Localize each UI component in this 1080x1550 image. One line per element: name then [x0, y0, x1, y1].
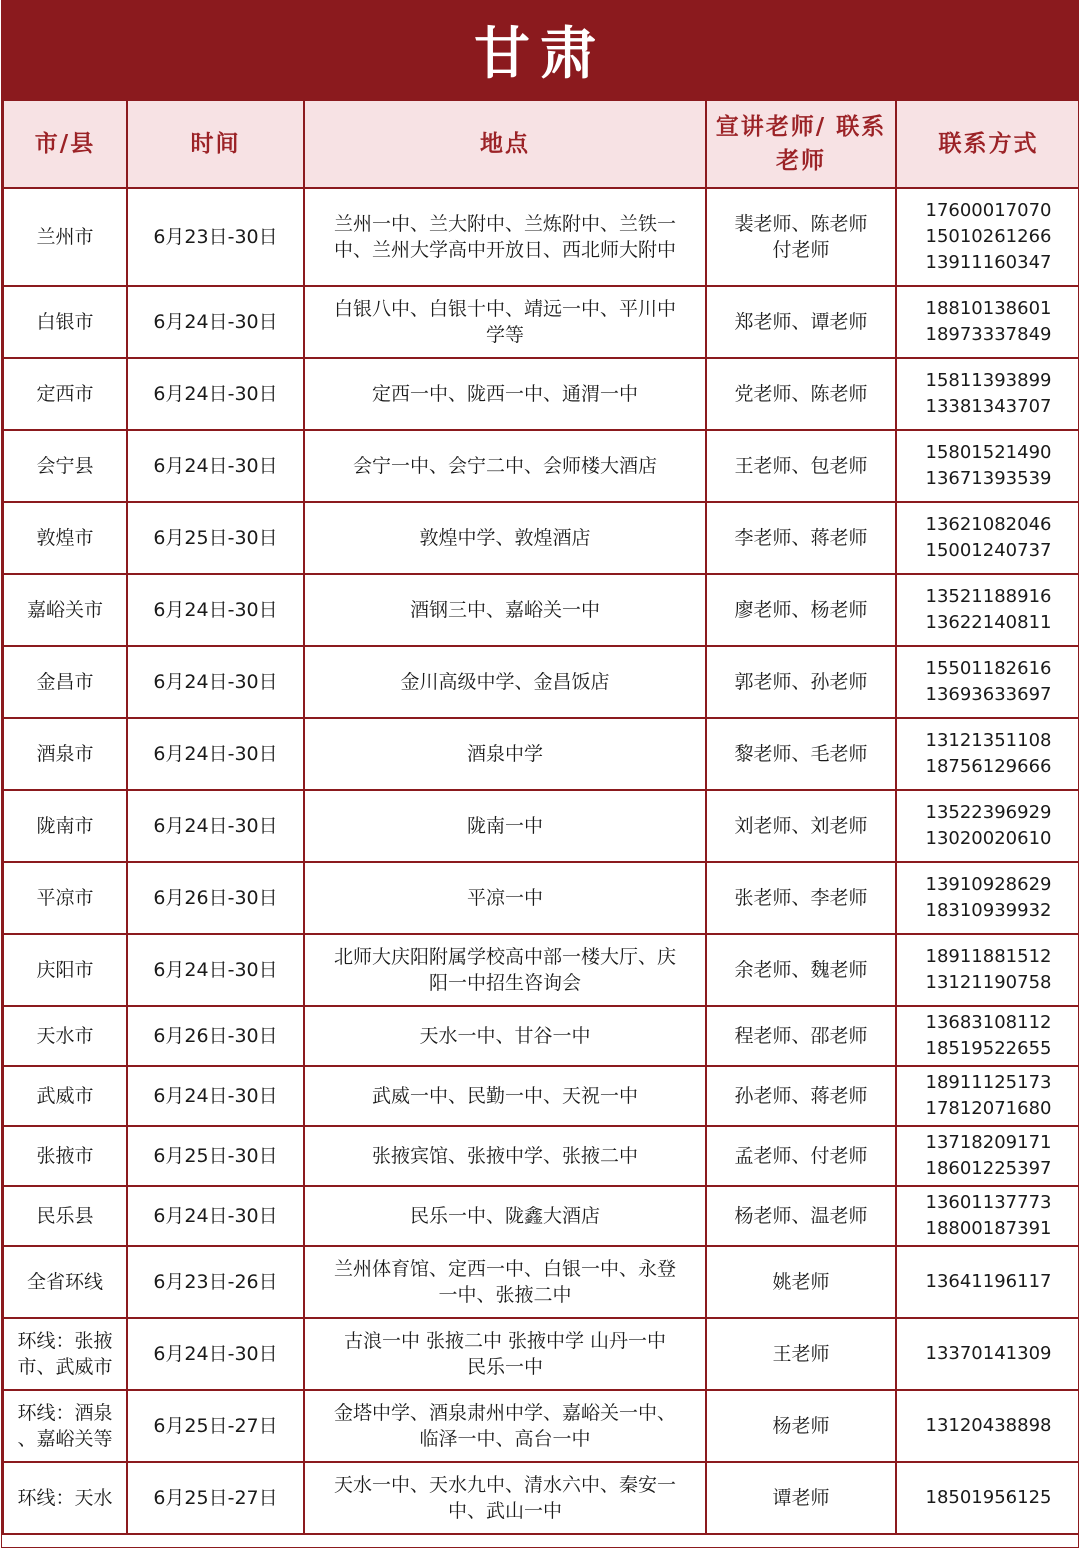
teacher-cell [706, 358, 896, 430]
time-cell: 6月26日-30日 [127, 862, 304, 934]
phone-cell-line: 13522396929 [925, 802, 1052, 823]
time-cell: 6月24日-30日 [127, 934, 304, 1006]
phone-cell [896, 574, 1079, 646]
time-cell: 6月24日-30日 [127, 1318, 304, 1390]
city-cell-line: 市、武威市 [17, 1356, 113, 1378]
title-banner [2, 1, 1078, 99]
table-row [3, 862, 1079, 934]
phone-cell-line: 18601225397 [925, 1158, 1052, 1179]
phone-cell-line: 13641196117 [925, 1271, 1052, 1292]
place-cell [304, 790, 706, 862]
table-row [3, 1318, 1079, 1390]
phone-cell-line: 15501182616 [925, 658, 1052, 679]
place-cell [304, 934, 706, 1006]
place-cell [304, 1462, 706, 1534]
city-cell-line: 民乐县 [36, 1205, 94, 1227]
teacher-cell [706, 1246, 896, 1318]
phone-cell-line: 18519522655 [925, 1038, 1052, 1059]
place-cell [304, 502, 706, 574]
city-cell-line: 嘉峪关市 [26, 599, 103, 621]
place-cell-line: 学等 [485, 324, 524, 346]
teacher-cell-line: 郭老师、孙老师 [734, 671, 868, 693]
teacher-cell-line: 王老师 [772, 1343, 830, 1365]
phone-cell-line: 15811393899 [925, 370, 1052, 391]
phone-cell-line: 18810138601 [925, 298, 1052, 319]
place-cell-line: 酒泉中学 [466, 743, 543, 765]
city-cell [3, 1318, 127, 1390]
place-cell [304, 1066, 706, 1126]
place-cell-line: 兰州一中、兰大附中、兰炼附中、兰铁一 [333, 213, 676, 235]
teacher-cell [706, 1006, 896, 1066]
city-cell [3, 1246, 127, 1318]
place-cell-line: 陇南一中 [466, 815, 543, 837]
teacher-cell [706, 646, 896, 718]
place-cell-line: 酒钢三中、嘉峪关一中 [409, 599, 600, 621]
time-cell: 6月24日-30日 [127, 286, 304, 358]
phone-cell [896, 934, 1079, 1006]
place-cell-line: 中、兰州大学高中开放日、西北师大附中 [333, 239, 676, 261]
teacher-cell-line: 谭老师 [772, 1487, 830, 1509]
teacher-cell [706, 790, 896, 862]
phone-cell [896, 646, 1079, 718]
phone-cell-line: 13121351108 [925, 730, 1052, 751]
phone-cell [896, 1462, 1079, 1534]
city-cell [3, 430, 127, 502]
phone-cell-line: 13601137773 [925, 1192, 1052, 1213]
teacher-cell [706, 1318, 896, 1390]
phone-cell-line: 13693633697 [925, 684, 1052, 705]
table-row [3, 430, 1079, 502]
header-teacher-line2: 联系老师 [776, 114, 887, 174]
table-row [3, 1066, 1079, 1126]
place-cell-line: 天水一中、天水九中、清水六中、秦安一 [333, 1474, 676, 1496]
teacher-cell [706, 1462, 896, 1534]
phone-cell [896, 502, 1079, 574]
teacher-cell [706, 188, 896, 286]
phone-cell-line: 15001240737 [925, 540, 1052, 561]
place-cell [304, 1318, 706, 1390]
table-row [3, 1186, 1079, 1246]
table-row [3, 790, 1079, 862]
place-cell [304, 574, 706, 646]
phone-cell-line: 15010261266 [925, 226, 1052, 247]
teacher-cell-line: 郑老师、谭老师 [734, 311, 868, 333]
time-cell: 6月24日-30日 [127, 574, 304, 646]
table-row [3, 502, 1079, 574]
place-cell-line: 中、武山一中 [447, 1500, 562, 1522]
city-cell-line: 敦煌市 [36, 527, 94, 549]
city-cell-line: 陇南市 [36, 815, 94, 837]
place-cell-line: 一中、张掖二中 [438, 1284, 572, 1306]
teacher-cell-line: 杨老师 [772, 1415, 830, 1437]
place-cell-line: 北师大庆阳附属学校高中部一楼大厅、庆 [333, 946, 676, 968]
phone-cell-line: 18501956125 [925, 1487, 1052, 1508]
place-cell [304, 718, 706, 790]
place-cell-line: 定西一中、陇西一中、通渭一中 [371, 383, 638, 405]
city-cell [3, 1390, 127, 1462]
place-cell [304, 1246, 706, 1318]
phone-cell [896, 862, 1079, 934]
phone-cell-line: 13120438898 [925, 1415, 1052, 1436]
teacher-cell-line: 党老师、陈老师 [734, 383, 868, 405]
phone-cell-line: 13381343707 [925, 396, 1052, 417]
time-cell: 6月24日-30日 [127, 646, 304, 718]
place-cell [304, 358, 706, 430]
phone-cell-line: 13911160347 [925, 252, 1052, 273]
teacher-cell [706, 862, 896, 934]
city-cell [3, 1126, 127, 1186]
teacher-cell-line: 张老师、李老师 [734, 887, 868, 909]
place-cell-line: 古浪一中 张掖二中 张掖中学 山丹一中 [343, 1330, 667, 1352]
phone-cell-line: 13020020610 [925, 828, 1052, 849]
header-time: 时间 [127, 100, 304, 188]
phone-cell-line: 13121190758 [925, 972, 1052, 993]
place-cell-line: 会宁一中、会宁二中、会师楼大酒店 [352, 455, 657, 477]
header-contact: 联系方式 [896, 100, 1079, 188]
teacher-cell-line: 孟老师、付老师 [734, 1145, 868, 1167]
city-cell-line: 全省环线 [26, 1271, 103, 1293]
page-title: 甘肃 [474, 21, 606, 87]
time-cell: 6月25日-30日 [127, 1126, 304, 1186]
city-cell-line: 金昌市 [36, 671, 94, 693]
phone-cell-line: 13622140811 [925, 612, 1052, 633]
place-cell-line: 金塔中学、酒泉肃州中学、嘉峪关一中、 [333, 1402, 676, 1424]
place-cell [304, 1186, 706, 1246]
schedule-table [2, 99, 1079, 1535]
table-header [3, 100, 1079, 188]
phone-cell-line: 18800187391 [925, 1218, 1052, 1239]
city-cell [3, 790, 127, 862]
place-cell-line: 兰州体育馆、定西一中、白银一中、永登 [333, 1258, 676, 1280]
phone-cell-line: 13718209171 [925, 1132, 1052, 1153]
city-cell [3, 502, 127, 574]
teacher-cell [706, 1390, 896, 1462]
place-cell-line: 敦煌中学、敦煌酒店 [419, 527, 591, 549]
table-row [3, 1246, 1079, 1318]
city-cell-line: 会宁县 [36, 455, 94, 477]
place-cell [304, 430, 706, 502]
phone-cell-line: 17812071680 [925, 1098, 1052, 1119]
header-city: 市/县 [3, 100, 127, 188]
table-row [3, 358, 1079, 430]
place-cell [304, 1390, 706, 1462]
city-cell [3, 862, 127, 934]
city-cell-line: 、嘉峪关等 [17, 1428, 113, 1450]
phone-cell-line: 13621082046 [925, 514, 1052, 535]
phone-cell [896, 430, 1079, 502]
phone-cell-line: 13683108112 [925, 1012, 1052, 1033]
place-cell [304, 286, 706, 358]
teacher-cell-line: 姚老师 [772, 1271, 830, 1293]
teacher-cell-line: 孙老师、蒋老师 [734, 1085, 868, 1107]
time-cell: 6月24日-30日 [127, 358, 304, 430]
table-row [3, 286, 1079, 358]
phone-cell [896, 1006, 1079, 1066]
city-cell-line: 定西市 [36, 383, 94, 405]
header-place: 地点 [304, 100, 706, 188]
teacher-cell [706, 934, 896, 1006]
city-cell [3, 1066, 127, 1126]
city-cell [3, 1462, 127, 1534]
place-cell [304, 1126, 706, 1186]
place-cell [304, 188, 706, 286]
city-cell [3, 574, 127, 646]
phone-cell [896, 188, 1079, 286]
time-cell: 6月24日-30日 [127, 790, 304, 862]
teacher-cell-line: 刘老师、刘老师 [734, 815, 868, 837]
teacher-cell-line: 王老师、包老师 [734, 455, 868, 477]
city-cell-line: 环线：张掖 [17, 1330, 113, 1352]
place-cell-line: 临泽一中、高台一中 [419, 1428, 591, 1450]
table-row [3, 718, 1079, 790]
time-cell: 6月23日-26日 [127, 1246, 304, 1318]
place-cell-line: 天水一中、甘谷一中 [419, 1025, 591, 1047]
time-cell: 6月24日-30日 [127, 1186, 304, 1246]
phone-cell-line: 18973337849 [925, 324, 1052, 345]
teacher-cell-line: 付老师 [772, 239, 830, 261]
teacher-cell [706, 1186, 896, 1246]
phone-cell-line: 18310939932 [925, 900, 1052, 921]
city-cell [3, 286, 127, 358]
phone-cell [896, 358, 1079, 430]
table-row [3, 646, 1079, 718]
place-cell-line: 平凉一中 [466, 887, 543, 909]
phone-cell-line: 18911881512 [925, 946, 1052, 967]
teacher-cell [706, 1066, 896, 1126]
phone-cell-line: 17600017070 [925, 200, 1052, 221]
teacher-cell [706, 1126, 896, 1186]
city-cell-line: 酒泉市 [36, 743, 94, 765]
place-cell-line: 金川高级中学、金昌饭店 [400, 671, 610, 693]
phone-cell [896, 1246, 1079, 1318]
place-cell [304, 646, 706, 718]
city-cell [3, 646, 127, 718]
phone-cell-line: 13521188916 [925, 586, 1052, 607]
time-cell: 6月24日-30日 [127, 718, 304, 790]
time-cell: 6月25日-27日 [127, 1390, 304, 1462]
time-cell: 6月24日-30日 [127, 1066, 304, 1126]
teacher-cell-line: 廖老师、杨老师 [734, 599, 868, 621]
phone-cell-line: 13671393539 [925, 468, 1052, 489]
teacher-cell [706, 286, 896, 358]
time-cell: 6月23日-30日 [127, 188, 304, 286]
phone-cell-line: 13910928629 [925, 874, 1052, 895]
phone-cell-line: 15801521490 [925, 442, 1052, 463]
schedule-sheet [1, 0, 1079, 1548]
place-cell [304, 862, 706, 934]
table-row [3, 188, 1079, 286]
city-cell-line: 兰州市 [36, 226, 94, 248]
teacher-cell-line: 程老师、邵老师 [734, 1025, 868, 1047]
city-cell-line: 庆阳市 [36, 959, 94, 981]
header-teacher-line1: 宣讲老师/ [715, 114, 827, 140]
place-cell [304, 1006, 706, 1066]
time-cell: 6月25日-27日 [127, 1462, 304, 1534]
city-cell-line: 武威市 [36, 1085, 94, 1107]
city-cell-line: 张掖市 [36, 1145, 94, 1167]
place-cell-line: 白银八中、白银十中、靖远一中、平川中 [333, 298, 676, 320]
phone-cell [896, 1186, 1079, 1246]
city-cell-line: 环线：天水 [17, 1487, 113, 1509]
phone-cell [896, 718, 1079, 790]
phone-cell-line: 13370141309 [925, 1343, 1052, 1364]
city-cell [3, 358, 127, 430]
header-row [3, 100, 1079, 188]
city-cell [3, 718, 127, 790]
phone-cell [896, 286, 1079, 358]
place-cell-line: 武威一中、民勤一中、天祝一中 [371, 1085, 638, 1107]
table-row [3, 1390, 1079, 1462]
teacher-cell-line: 李老师、蒋老师 [734, 527, 868, 549]
phone-cell [896, 1126, 1079, 1186]
city-cell-line: 白银市 [36, 311, 94, 333]
place-cell-line: 张掖宾馆、张掖中学、张掖二中 [371, 1145, 638, 1167]
phone-cell [896, 1390, 1079, 1462]
time-cell: 6月24日-30日 [127, 430, 304, 502]
place-cell-line: 阳一中招生咨询会 [428, 972, 581, 994]
phone-cell [896, 1066, 1079, 1126]
city-cell [3, 188, 127, 286]
city-cell-line: 平凉市 [36, 887, 94, 909]
teacher-cell-line: 杨老师、温老师 [734, 1205, 868, 1227]
teacher-cell-line: 裴老师、陈老师 [734, 213, 868, 235]
city-cell [3, 934, 127, 1006]
table-row [3, 574, 1079, 646]
table-row [3, 1462, 1079, 1534]
teacher-cell-line: 余老师、魏老师 [734, 959, 868, 981]
table-row [3, 1126, 1079, 1186]
city-cell-line: 天水市 [36, 1025, 94, 1047]
phone-cell [896, 790, 1079, 862]
table-body [3, 188, 1079, 1534]
phone-cell-line: 18756129666 [925, 756, 1052, 777]
city-cell [3, 1006, 127, 1066]
city-cell-line: 环线：酒泉 [17, 1402, 113, 1424]
time-cell: 6月25日-30日 [127, 502, 304, 574]
city-cell [3, 1186, 127, 1246]
teacher-cell [706, 502, 896, 574]
table-row [3, 934, 1079, 1006]
phone-cell-line: 18911125173 [925, 1072, 1052, 1093]
teacher-cell [706, 574, 896, 646]
header-teacher [706, 100, 896, 188]
place-cell-line: 民乐一中、陇鑫大酒店 [409, 1205, 600, 1227]
time-cell: 6月26日-30日 [127, 1006, 304, 1066]
teacher-cell [706, 430, 896, 502]
teacher-cell [706, 718, 896, 790]
table-row [3, 1006, 1079, 1066]
place-cell-line: 民乐一中 [466, 1356, 543, 1378]
teacher-cell-line: 黎老师、毛老师 [734, 743, 868, 765]
phone-cell [896, 1318, 1079, 1390]
